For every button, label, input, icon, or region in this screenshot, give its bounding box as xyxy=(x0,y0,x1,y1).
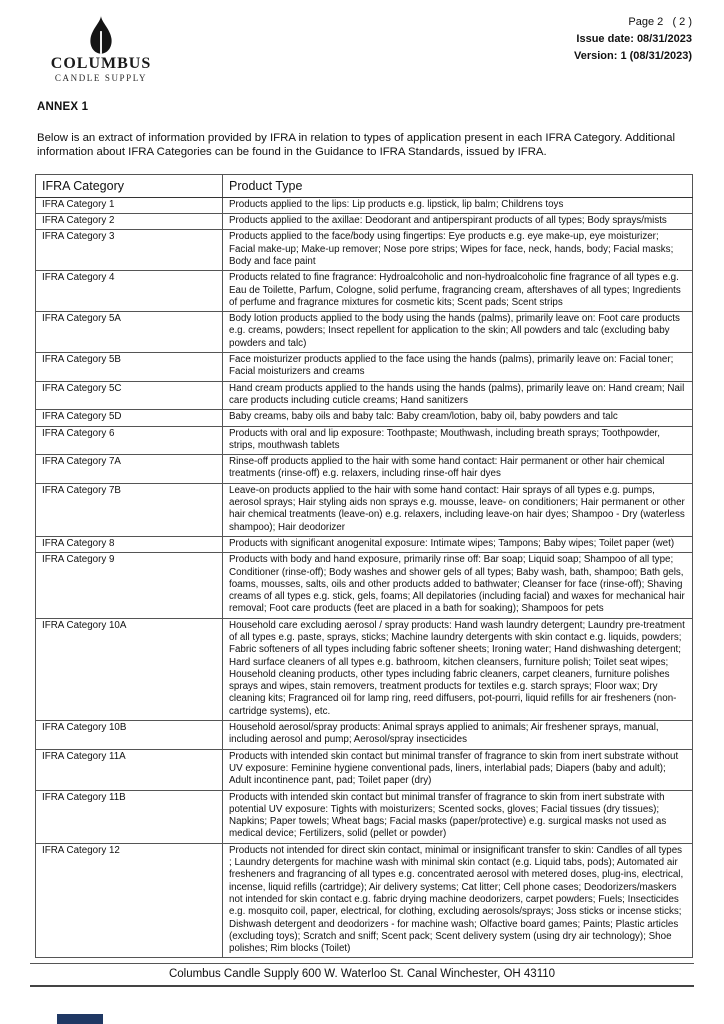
product-type-cell: Hand cream products applied to the hands using the hands (palms), primarily leave on: Hand cream; Nail care products including cuticle creams; Hand sanitizers xyxy=(223,381,693,410)
ifra-category-cell: IFRA Category 11B xyxy=(36,790,223,843)
table-row xyxy=(36,312,693,353)
product-type-cell: Products with oral and lip exposure: Toothpaste; Mouthwash, including breath sprays; Toothpowder, strips, mouthwash tablets xyxy=(223,426,693,455)
ifra-category-cell: IFRA Category 7B xyxy=(36,483,223,536)
table-row xyxy=(36,214,693,230)
product-type-cell: Products with intended skin contact but minimal transfer of fragrance to skin from inert substrate without UV exposure: Feminine hygiene conventional pads, liners, interlabial pads; Diapers (baby and adult); Adult incontinence pant, pad; Toilet paper (dry) xyxy=(223,749,693,790)
ifra-category-cell: IFRA Category 6 xyxy=(36,426,223,455)
table-row xyxy=(36,721,693,750)
ifra-category-cell: IFRA Category 2 xyxy=(36,214,223,230)
product-type-cell: Products applied to the face/body using fingertips: Eye products e.g. eye make-up, eye moisturizer; Facial make-up; Make-up remover; Nose pore strips; Wipes for face, neck, hands, body; Facial masks; Body and face paint xyxy=(223,230,693,271)
logo-subtitle: CANDLE SUPPLY xyxy=(54,72,148,83)
ifra-table-container xyxy=(35,174,689,959)
version-label: Version: 1 (08/31/2023) xyxy=(573,50,692,62)
ifra-category-cell: IFRA Category 5D xyxy=(36,410,223,426)
ifra-category-cell: IFRA Category 1 xyxy=(36,197,223,213)
table-row xyxy=(36,426,693,455)
ifra-category-cell: IFRA Category 11A xyxy=(36,749,223,790)
product-type-cell: Products applied to the lips: Lip products e.g. lipstick, lip balm; Childrens toys xyxy=(223,197,693,213)
bottom-accent-box xyxy=(57,1014,103,1024)
page-header xyxy=(0,0,724,83)
ifra-category-cell: IFRA Category 5C xyxy=(36,381,223,410)
column-header-ifra-category: IFRA Category xyxy=(36,174,223,197)
table-row xyxy=(36,230,693,271)
footer-address: Columbus Candle Supply 600 W. Waterloo St. Canal Winchester, OH 43110 xyxy=(168,968,556,980)
footer-divider-bottom xyxy=(30,985,694,987)
logo-title: COLUMBUS xyxy=(50,55,152,72)
product-type-cell: Products applied to the axillae: Deodorant and antiperspirant products of all types; Body sprays/mists xyxy=(223,214,693,230)
ifra-category-cell: IFRA Category 12 xyxy=(36,843,223,958)
product-type-cell: Household aerosol/spray products: Animal sprays applied to animals; Air freshener sprays, manual, including aerosol and pump; Aerosol/spray insecticides xyxy=(223,721,693,750)
company-logo xyxy=(46,12,156,83)
ifra-category-cell: IFRA Category 4 xyxy=(36,271,223,312)
intro-paragraph: Below is an extract of information provided by IFRA in relation to types of application present in each IFRA Category. Additional information about IFRA Categories can be found in the Guidance to IFRA Standards, issued by IFRA. xyxy=(37,131,676,159)
ifra-category-cell: IFRA Category 7A xyxy=(36,455,223,484)
table-row xyxy=(36,455,693,484)
table-row xyxy=(36,353,693,382)
product-type-cell: Leave-on products applied to the hair with some hand contact: Hair sprays of all types e.g. pumps, aerosol sprays; Hair styling aids non sprays e.g. mousse, leave- on conditioners; Hair permanent or other hair chemical treatments (leave-on) e.g. relaxers, including leave-on hair dyes; Shampoo - Dry (waterless shampoo); Hair deodorizer xyxy=(223,483,693,536)
table-row xyxy=(36,483,693,536)
product-type-cell: Household care excluding aerosol / spray products: Hand wash laundry detergent; Laundry pre-treatment of all types e.g. paste, sprays, sticks; Machine laundry detergents with skin contact e.g. liquids, powders; Fabric softeners of all types including fabric softener sheets; Ironing water; Hand dishwashing detergent; Hard surface cleaners of all types e.g. bathroom, kitchen cleansers, furniture polish; Toilet seat wipes; Household cleaning products, other types including fabric cleaners, carpet cleaners, furniture polishes sprays and wipes, stain removers, treatment products for textiles e.g. starch sprays; Floor wax; Dry cleaning kits; Fragranced oil for lamp ring, reed diffusers, pot-pourri, liquid refills for air fresheners (non-cartridge systems), etc. xyxy=(223,618,693,720)
ifra-category-table xyxy=(35,174,693,959)
table-row xyxy=(36,790,693,843)
product-type-cell: Products with intended skin contact but minimal transfer of fragrance to skin from inert substrate with potential UV exposure: Tights with moisturizers; Scented socks, gloves; Facial tissues (dry tissues); Napkins; Paper towels; Wheat bags; Facial masks (paper/protective) e.g. surgical masks not used as medical device; Fertilizers, solid (pellet or powder) xyxy=(223,790,693,843)
table-row xyxy=(36,271,693,312)
table-row xyxy=(36,843,693,958)
table-row xyxy=(36,618,693,720)
ifra-category-cell: IFRA Category 5B xyxy=(36,353,223,382)
product-type-cell: Products with body and hand exposure, primarily rinse off: Bar soap; Liquid soap; Shampoo of all type; Conditioner (rinse-off); Body washes and shower gels of all types; Baby wash, bath, shampoo; Bath gels, foams, mousses, salts, oils and other products added to bathwater; Cleanser for face (rinse-off); Shaving creams of all types e.g. stick, gels, foams; All depilatories (including facial) and waxes for mechanical hair removal; Foot care products (feet are placed in a bath for soaking); Shampoos for pets xyxy=(223,553,693,618)
product-type-cell: Face moisturizer products applied to the face using the hands (palms), primarily leave on: Facial toner; Facial moisturizers and creams xyxy=(223,353,693,382)
annex-heading: ANNEX 1 xyxy=(37,100,89,113)
table-row xyxy=(36,749,693,790)
page-number-label: Page 2 ( 2 ) xyxy=(628,16,692,28)
page-footer xyxy=(30,963,694,987)
table-row xyxy=(36,553,693,618)
ifra-category-cell: IFRA Category 9 xyxy=(36,553,223,618)
product-type-cell: Rinse-off products applied to the hair with some hand contact: Hair permanent or other hair chemical treatments (rinse-off) e.g. relaxers, including rinse-off hair dyes xyxy=(223,455,693,484)
table-row xyxy=(36,197,693,213)
document-meta xyxy=(574,12,692,65)
product-type-cell: Baby creams, baby oils and baby talc: Baby cream/lotion, baby oil, baby powders and talc xyxy=(223,410,693,426)
ifra-table-body xyxy=(36,197,693,958)
table-header-row xyxy=(36,174,693,197)
product-type-cell: Products related to fine fragrance: Hydroalcoholic and non-hydroalcoholic fine fragrance of all types e.g. Eau de Toilette, Parfum, Cologne, solid perfume, fragrancing cream, aftershaves of all types; Ingredients of perfume and fragrance mixtures for cosmetic kits; Scent pads; Scent strips xyxy=(223,271,693,312)
product-type-cell: Products with significant anogenital exposure: Intimate wipes; Tampons; Baby wipes; Toilet paper (wet) xyxy=(223,536,693,552)
column-header-product-type: Product Type xyxy=(223,174,693,197)
table-row xyxy=(36,410,693,426)
flame-icon xyxy=(85,14,117,56)
product-type-cell: Products not intended for direct skin contact, minimal or insignificant transfer to skin: Candles of all types ; Laundry detergents for machine wash with minimal skin contact (e.g. Liquid tabs, pods); Automated air fresheners and fragrancing of all types e.g. concentrated aerosol with metered doses, plug-ins, electrical, incense, liquid refills (cartridge); Air delivery systems; Cat litter; Cell phone cases; Deodorizers/maskers not intended for skin contact e.g. fabric drying machine deodorizers, carpet powders; Fuels; Insecticides e.g. mosquito coil, paper, electrical, for clothing, excluding aerosols/sprays; Joss sticks or incense sticks; Dishwash detergent and deodorizers - for machine wash; Olfactive board games; Paints; Plastic articles (excluding toys); Scratch and sniff; Scent pack; Scent delivery system (using dry air technology); Shoe polishes; Rim blocks (Toilet) xyxy=(223,843,693,958)
product-type-cell: Body lotion products applied to the body using the hands (palms), primarily leave on: Foot care products e.g. creams, powders; Insect repellent for application to the skin; All powders and talc (excluding baby powders and talc) xyxy=(223,312,693,353)
ifra-category-cell: IFRA Category 5A xyxy=(36,312,223,353)
ifra-category-cell: IFRA Category 8 xyxy=(36,536,223,552)
ifra-category-cell: IFRA Category 3 xyxy=(36,230,223,271)
ifra-category-cell: IFRA Category 10B xyxy=(36,721,223,750)
issue-date-label: Issue date: 08/31/2023 xyxy=(576,33,692,45)
ifra-category-cell: IFRA Category 10A xyxy=(36,618,223,720)
table-row xyxy=(36,381,693,410)
table-row xyxy=(36,536,693,552)
